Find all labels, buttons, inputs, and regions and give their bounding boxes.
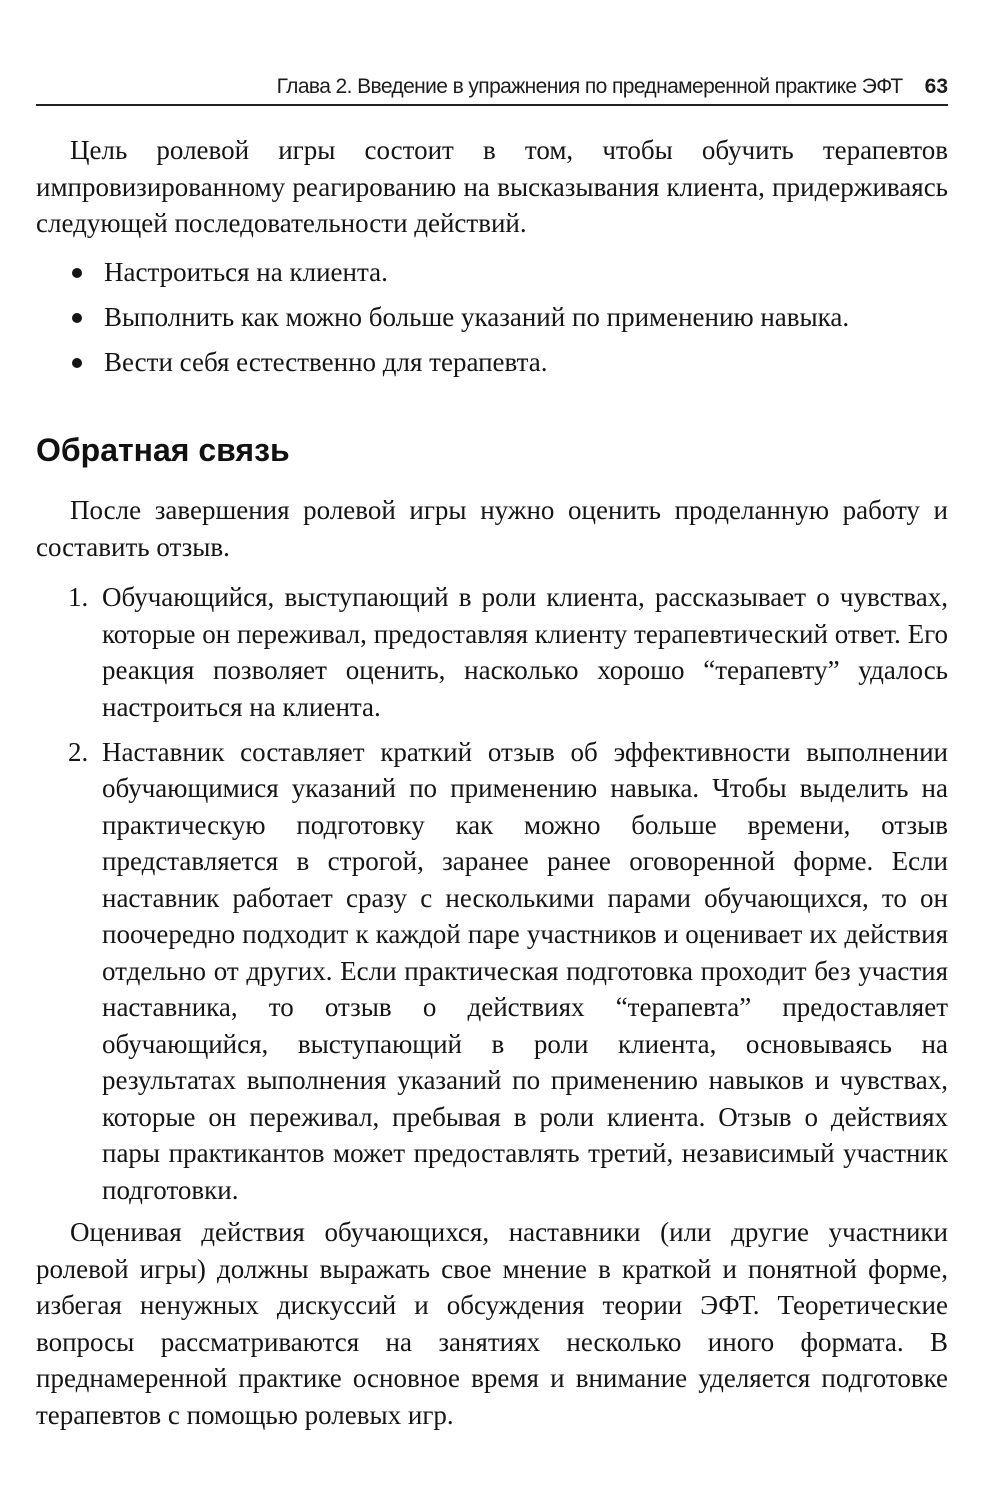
bullet-icon [72, 313, 82, 323]
numbered-item [36, 579, 948, 725]
bullet-text: Выполнить как можно больше указаний по применению навыка. [104, 302, 850, 332]
chapter-title: Глава 2. Введение в упражнения по преднамеренной практике ЭФТ [276, 75, 903, 98]
section-heading: Обратная связь [36, 432, 290, 468]
bullet-text: Настроиться на клиента. [104, 257, 388, 287]
item-text: Наставник составляет краткий отзыв об эффективности выполнении обучающимися указаний по применению навыка. Чтобы выделить на практическую подготовку как можно больше времени, отзыв представляется в строгой, заранее ранее оговоренной форме. Если наставник работает сразу с несколькими парами обучающихся, то он поочередно подходит к каждой паре участников и оценивает их действия отдельно от других. Если практическая подготовка проходит без участия наставника, то отзыв о действиях “терапевта” предоставляет обучающийся, выступающий в роли клиента, основываясь на результатах выполнения указаний по применению навыков и чувствах, которые он переживал, пребывая в роли клиента. Отзыв о действиях пары практикантов может предоставлять третий, независимый участник подготовки. [102, 736, 948, 1205]
item-number: 1. [68, 582, 89, 612]
bullet-icon [72, 268, 82, 278]
bullet-item [36, 299, 948, 336]
running-header [36, 70, 948, 106]
bullet-icon [72, 358, 82, 368]
numbered-item [36, 734, 948, 1209]
numbered-list [36, 579, 948, 1217]
bullet-item [36, 344, 948, 381]
item-number: 2. [68, 736, 89, 767]
bullet-text: Вести себя естественно для терапевта. [104, 347, 548, 377]
intro-paragraph: Цель ролевой игры состоит в том, чтобы обучить терапевтов импровизированному реагированию на высказывания клиента, придерживаясь следующей последовательности действий. [36, 135, 948, 238]
page-number: 63 [924, 75, 948, 98]
closing-paragraph: Оценивая действия обучающихся, наставники (или другие участники ролевой игры) должны выражать свое мнение в краткой и понятной форме, избегая ненужных дискуссий и обсуждения теории ЭФТ. Теоретические вопросы рассматриваются на занятиях несколько иного формата. В преднамеренной практике основное время и внимание уделяется подготовке терапевтов с помощью ролевых игр. [36, 1217, 948, 1430]
feedback-paragraph: После завершения ролевой игры нужно оценить проделанную работу и составить отзыв. [36, 495, 948, 562]
bullet-list [36, 254, 948, 389]
item-text: Обучающийся, выступающий в роли клиента, рассказывает о чувствах, которые он переживал, предоставляя клиенту терапевтический ответ. Его реакция позволяет оценить, насколько хорошо “терапевту” удалось настроиться на клиента. [102, 582, 948, 722]
bullet-item [36, 254, 948, 291]
